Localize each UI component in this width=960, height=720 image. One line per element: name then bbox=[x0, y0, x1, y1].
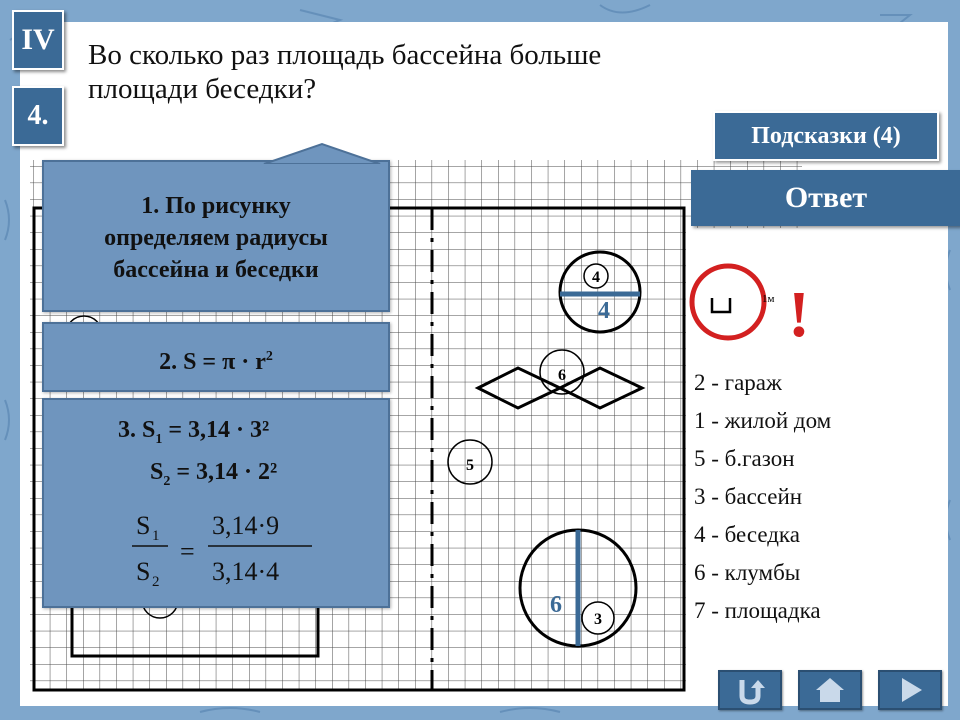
hint-2-formula: 2. S = π · r bbox=[159, 349, 266, 375]
svg-text:S: S bbox=[136, 511, 151, 540]
legend-item: 4 - беседка bbox=[694, 522, 800, 547]
legend-item: 2 - гараж bbox=[694, 370, 782, 395]
next-button[interactable] bbox=[878, 670, 942, 710]
home-icon bbox=[800, 672, 860, 708]
gazebo-radius-value: 4 bbox=[598, 298, 610, 324]
hint-3-s2-line: $S_2 = 3,14 \cdot 2^2$ bbox=[150, 458, 278, 489]
svg-text:S: S bbox=[136, 557, 151, 586]
hint-3-fraction bbox=[44, 400, 388, 606]
answer-button[interactable]: Ответ bbox=[691, 170, 960, 226]
legend-item: 7 - площадка bbox=[694, 598, 821, 623]
question-line-2: площади беседки? bbox=[88, 73, 317, 105]
legend-item: 3 - бассейн bbox=[694, 484, 803, 509]
exclamation-mark: ! bbox=[788, 278, 810, 351]
svg-text:3,14·4: 3,14·4 bbox=[212, 557, 280, 586]
hints-button[interactable]: Подсказки (4) bbox=[713, 111, 939, 161]
task-number-badge: 4. bbox=[12, 86, 64, 146]
return-arrow-icon bbox=[720, 672, 780, 708]
pool-radius-value: 6 bbox=[550, 592, 562, 618]
hint-3-s1-line: 3. $S_1 = 3,14 \cdot 3^2$ bbox=[118, 417, 270, 447]
hint-1-line-1: 1. По рисунку bbox=[141, 193, 291, 219]
hint-2-callout bbox=[42, 322, 390, 392]
question-line-1: Во сколько раз площадь бассейна больше bbox=[88, 39, 602, 71]
hint-1-line-2: определяем радиусы bbox=[104, 225, 328, 251]
hint-1-arrow bbox=[44, 142, 388, 164]
pool-label: 3 bbox=[594, 611, 602, 628]
hint-2-exponent: 2 bbox=[265, 349, 273, 364]
question-text bbox=[88, 38, 728, 106]
home-button[interactable] bbox=[798, 670, 862, 710]
svg-text:1: 1 bbox=[152, 528, 160, 544]
flowerbed-label: 6 bbox=[558, 367, 566, 384]
legend-list bbox=[694, 364, 831, 630]
section-badge: IV bbox=[12, 10, 64, 70]
lawn-label: 5 bbox=[466, 457, 474, 474]
return-button[interactable] bbox=[718, 670, 782, 710]
gazebo-label: 4 bbox=[592, 269, 600, 286]
legend-item: 5 - б.газон bbox=[694, 446, 795, 471]
legend-item: 1 - жилой дом bbox=[694, 408, 832, 433]
legend-item: 6 - клумбы bbox=[694, 560, 801, 585]
hint-1-callout bbox=[42, 160, 390, 312]
svg-text:3,14·9: 3,14·9 bbox=[212, 511, 280, 540]
hint-3-callout bbox=[42, 398, 390, 608]
hint-1-line-3: бассейна и беседки bbox=[113, 257, 319, 283]
scale-label: 1м bbox=[762, 293, 775, 305]
svg-text:2: 2 bbox=[152, 574, 160, 590]
play-arrow-icon bbox=[880, 672, 940, 708]
svg-text:=: = bbox=[180, 537, 195, 566]
